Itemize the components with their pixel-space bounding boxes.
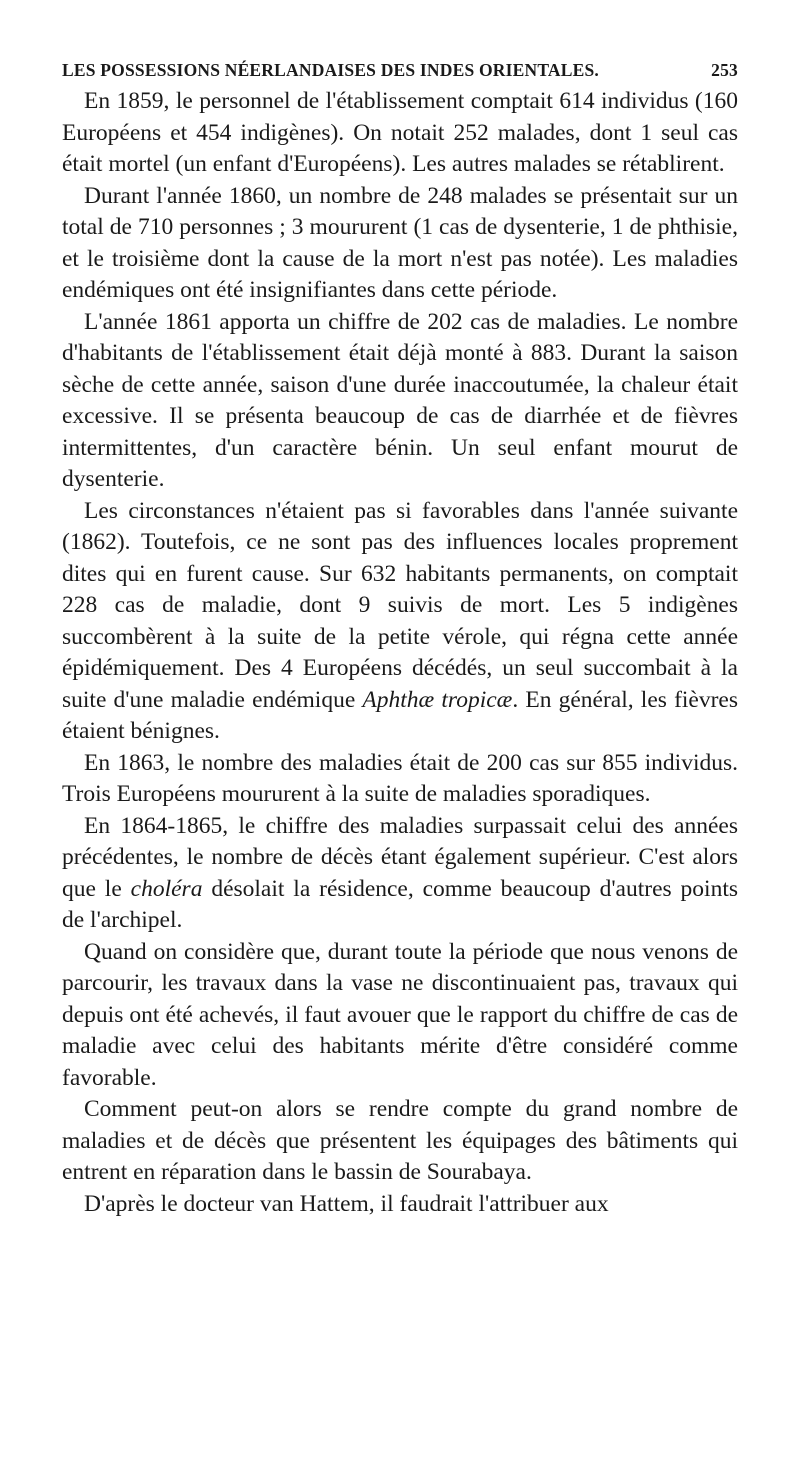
italic-term-aphthae: Aphthæ tropicæ	[362, 686, 513, 713]
paragraph-text: En 1863, le nombre des maladies était de 200 cas sur 855 individus. Trois Européens moururent à la suite de maladies sporadiques.	[62, 749, 738, 807]
paragraph-text: L'année 1861 apporta un chiffre de 202 cas de maladies. Le nombre d'habitants de l'établissement était déjà monté à 883. Durant la saison sèche de cette année, saison d'une durée inaccoutumée, la chaleur était excessive. Il se présenta beaucoup de cas de diarrhée et de fièvres intermittentes, d'un caractère bénin. Un seul enfant mourut de dysenterie.	[62, 308, 738, 492]
paragraph-travaux	[62, 937, 738, 1095]
italic-term-cholera: choléra	[130, 875, 203, 902]
paragraph-text: désolait la résidence, comme beaucoup d'autres points de l'archipel.	[62, 875, 738, 933]
body-text	[62, 86, 738, 1220]
paragraph-van-hattem	[62, 1189, 738, 1221]
paragraph-1864-1865	[62, 811, 738, 937]
paragraph-text: Les circonstances n'étaient pas si favorables dans l'année suivante (1862). Toutefois, ce ne sont pas des influences locales proprement dites qui en furent cause. Sur 632 habitants permanents, on comptait 228 cas de maladie, dont 9 suivis de mort. Les 5 indigènes succombèrent à la suite de la petite vérole, qui régna cette année épidémiquement. Des 4 Européens décédés, un seul succombait à la suite d'une maladie endémique	[62, 497, 738, 713]
paragraph-1861	[62, 307, 738, 496]
paragraph-text: En 1864-1865, le chiffre des maladies surpassait celui des années précédentes, le nombre de décès étant également supérieur. C'est alors que le	[62, 812, 738, 902]
running-title: LES POSSESSIONS NÉERLANDAISES DES INDES ORIENTALES.	[62, 60, 600, 80]
paragraph-text: D'après le docteur van Hattem, il faudrait l'attribuer aux	[84, 1190, 609, 1217]
paragraph-text: Quand on considère que, durant toute la période que nous venons de parcourir, les travaux dans la vase ne discontinuaient pas, travaux qui depuis ont été achevés, il faut avouer que le rapport du chiffre de cas de maladie avec celui des habitants mérite d'être considéré comme favorable.	[62, 938, 738, 1091]
page-number: 253	[711, 60, 738, 80]
paragraph-text: Comment peut-on alors se rendre compte du grand nombre de maladies et de décès que présentent les équipages des bâtiments qui entrent en réparation dans le bassin de Sourabaya.	[62, 1096, 738, 1185]
paragraph-1862	[62, 496, 738, 748]
paragraph-1860	[62, 181, 738, 307]
paragraph-equipages	[62, 1094, 738, 1189]
paragraph-text: Durant l'année 1860, un nombre de 248 malades se présentait sur un total de 710 personnes ; 3 moururent (1 cas de dysenterie, 1 de phthisie, et le troisième dont la cause de la mort n'est pas notée). Les maladies endémiques ont été insignifiantes dans cette période.	[62, 182, 738, 303]
paragraph-1859	[62, 86, 738, 181]
paragraph-text: En 1859, le personnel de l'établissement comptait 614 individus (160 Européens et 454 indigènes). On notait 252 malades, dont 1 seul cas était mortel (un enfant d'Européens). Les autres malades se rétablirent.	[62, 88, 738, 177]
running-header	[62, 60, 738, 84]
paragraph-text: . En général, les fièvres étaient bénignes.	[62, 686, 739, 744]
paragraph-1863	[62, 748, 738, 811]
